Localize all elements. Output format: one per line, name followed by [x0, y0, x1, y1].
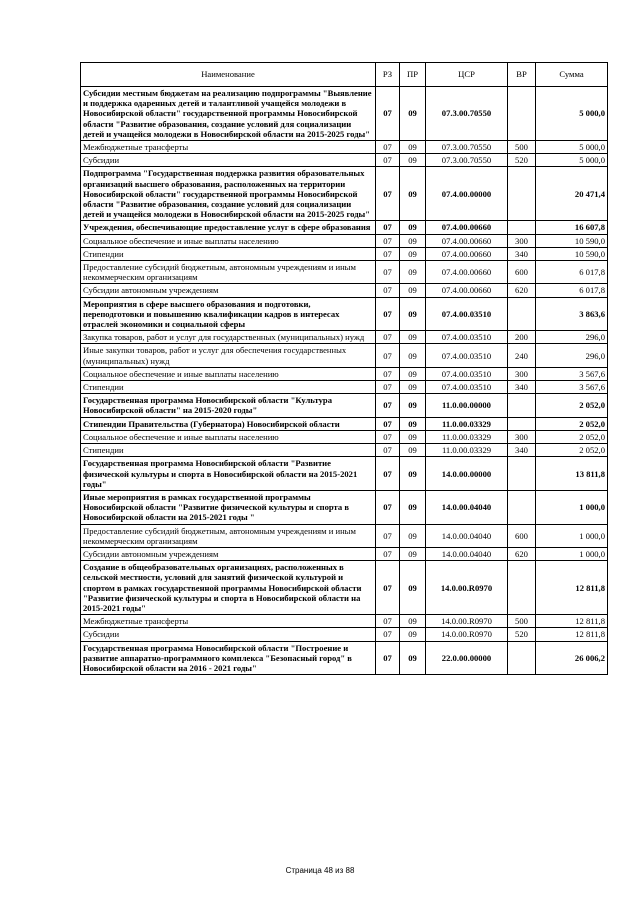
table-row: [81, 344, 608, 367]
table-body: [81, 87, 608, 675]
cell-sum: 296,0: [536, 331, 608, 344]
cell-sum: 6 017,8: [536, 261, 608, 284]
table-row: [81, 381, 608, 394]
table-row: [81, 87, 608, 141]
table-row: [81, 430, 608, 443]
cell-name: Межбюджетные трансферты: [81, 615, 376, 628]
cell-sum: 2 052,0: [536, 417, 608, 430]
cell-pr: 09: [400, 457, 426, 491]
cell-rz: 07: [376, 417, 400, 430]
cell-csr: 14.0.00.04040: [426, 547, 508, 560]
cell-name: Иные закупки товаров, работ и услуг для обеспечения государственных (муниципальных) нужд: [81, 344, 376, 367]
cell-rz: 07: [376, 490, 400, 524]
cell-rz: 07: [376, 344, 400, 367]
table-row: [81, 524, 608, 547]
cell-sum: 12 811,8: [536, 615, 608, 628]
cell-vr: 600: [508, 524, 536, 547]
cell-rz: 07: [376, 628, 400, 641]
cell-pr: 09: [400, 234, 426, 247]
table-row: [81, 367, 608, 380]
cell-pr: 09: [400, 641, 426, 675]
cell-rz: 07: [376, 524, 400, 547]
table-row: [81, 167, 608, 221]
cell-vr: [508, 417, 536, 430]
cell-csr: 14.0.00.00000: [426, 457, 508, 491]
cell-csr: 07.4.00.00660: [426, 247, 508, 260]
header-pr: ПР: [400, 63, 426, 87]
cell-vr: [508, 167, 536, 221]
cell-vr: 340: [508, 444, 536, 457]
cell-name: Предоставление субсидий бюджетным, автономным учреждениям и иным некоммерческим организациям: [81, 261, 376, 284]
table-row: [81, 547, 608, 560]
cell-sum: 10 590,0: [536, 234, 608, 247]
table-row: [81, 457, 608, 491]
cell-vr: 500: [508, 141, 536, 154]
header-rz: РЗ: [376, 63, 400, 87]
cell-rz: 07: [376, 261, 400, 284]
cell-csr: 07.3.00.70550: [426, 141, 508, 154]
table-row: [81, 615, 608, 628]
table-row: [81, 490, 608, 524]
cell-name: Субсидии: [81, 628, 376, 641]
table-row: [81, 641, 608, 675]
cell-name: Субсидии местным бюджетам на реализацию подпрограммы "Выявление и поддержка одаренных детей и талантливой учащейся молодежи в Новосибирской области" государственной программы Новосибирской области "Развитие образования, создание условий для социализации детей и учащейся молодежи в Новосибирской области на 2015-2025 годы": [81, 87, 376, 141]
cell-rz: 07: [376, 444, 400, 457]
cell-sum: 1 000,0: [536, 490, 608, 524]
cell-csr: 14.0.00.R0970: [426, 615, 508, 628]
cell-rz: 07: [376, 394, 400, 417]
cell-name: Государственная программа Новосибирской области "Культура Новосибирской области" на 2015-2020 годы": [81, 394, 376, 417]
cell-rz: 07: [376, 641, 400, 675]
cell-vr: 520: [508, 628, 536, 641]
cell-pr: 09: [400, 344, 426, 367]
cell-pr: 09: [400, 167, 426, 221]
cell-name: Субсидии: [81, 154, 376, 167]
cell-name: Социальное обеспечение и иные выплаты населению: [81, 367, 376, 380]
cell-rz: 07: [376, 221, 400, 234]
cell-name: Иные мероприятия в рамках государственной программы Новосибирской области "Развитие физической культуры и спорта в Новосибирской области на 2015-2021 годы ": [81, 490, 376, 524]
table-row: [81, 234, 608, 247]
cell-vr: [508, 297, 536, 331]
cell-vr: [508, 221, 536, 234]
cell-rz: 07: [376, 457, 400, 491]
cell-pr: 09: [400, 615, 426, 628]
cell-csr: 07.4.00.00660: [426, 261, 508, 284]
cell-name: Государственная программа Новосибирской области "Развитие физической культуры и спорта в Новосибирской области на 2015-2021 годы": [81, 457, 376, 491]
cell-csr: 11.0.00.03329: [426, 444, 508, 457]
cell-pr: 09: [400, 628, 426, 641]
cell-sum: 12 811,8: [536, 628, 608, 641]
cell-vr: 620: [508, 284, 536, 297]
table-row: [81, 154, 608, 167]
header-name: Наименование: [81, 63, 376, 87]
table-row: [81, 284, 608, 297]
cell-csr: 07.4.00.00660: [426, 234, 508, 247]
cell-name: Субсидии автономным учреждениям: [81, 284, 376, 297]
table-header-row: [81, 63, 608, 87]
cell-sum: 13 811,8: [536, 457, 608, 491]
page-number: Страница 48 из 88: [285, 866, 355, 875]
cell-pr: 09: [400, 547, 426, 560]
cell-name: Стипендии: [81, 381, 376, 394]
cell-csr: 07.4.00.03510: [426, 367, 508, 380]
cell-rz: 07: [376, 547, 400, 560]
cell-csr: 14.0.00.04040: [426, 490, 508, 524]
table-row: [81, 331, 608, 344]
cell-sum: 3 567,6: [536, 367, 608, 380]
cell-csr: 14.0.00.R0970: [426, 628, 508, 641]
cell-pr: 09: [400, 247, 426, 260]
cell-pr: 09: [400, 417, 426, 430]
table-row: [81, 444, 608, 457]
cell-pr: 09: [400, 154, 426, 167]
cell-vr: 500: [508, 615, 536, 628]
cell-name: Стипендии: [81, 247, 376, 260]
cell-sum: 296,0: [536, 344, 608, 367]
cell-rz: 07: [376, 367, 400, 380]
cell-csr: 07.4.00.03510: [426, 344, 508, 367]
cell-vr: [508, 490, 536, 524]
cell-sum: 2 052,0: [536, 430, 608, 443]
cell-sum: 5 000,0: [536, 141, 608, 154]
cell-sum: 1 000,0: [536, 524, 608, 547]
cell-vr: [508, 394, 536, 417]
cell-csr: 07.4.00.00660: [426, 221, 508, 234]
cell-vr: 340: [508, 381, 536, 394]
cell-pr: 09: [400, 297, 426, 331]
cell-sum: 1 000,0: [536, 547, 608, 560]
cell-rz: 07: [376, 234, 400, 247]
cell-vr: 300: [508, 367, 536, 380]
cell-sum: 3 863,6: [536, 297, 608, 331]
cell-rz: 07: [376, 284, 400, 297]
cell-sum: 2 052,0: [536, 394, 608, 417]
cell-rz: 07: [376, 247, 400, 260]
cell-csr: 07.4.00.03510: [426, 297, 508, 331]
table-row: [81, 221, 608, 234]
cell-rz: 07: [376, 154, 400, 167]
cell-sum: 20 471,4: [536, 167, 608, 221]
cell-rz: 07: [376, 87, 400, 141]
cell-pr: 09: [400, 561, 426, 615]
cell-vr: 240: [508, 344, 536, 367]
budget-table: [80, 62, 608, 675]
cell-sum: 16 607,8: [536, 221, 608, 234]
cell-csr: 11.0.00.00000: [426, 394, 508, 417]
cell-csr: 11.0.00.03329: [426, 417, 508, 430]
cell-vr: 620: [508, 547, 536, 560]
cell-sum: 10 590,0: [536, 247, 608, 260]
cell-csr: 14.0.00.R0970: [426, 561, 508, 615]
cell-sum: 5 000,0: [536, 87, 608, 141]
cell-csr: 07.4.00.00000: [426, 167, 508, 221]
cell-pr: 09: [400, 381, 426, 394]
cell-vr: 300: [508, 430, 536, 443]
table-row: [81, 394, 608, 417]
cell-pr: 09: [400, 284, 426, 297]
cell-pr: 09: [400, 331, 426, 344]
cell-vr: [508, 457, 536, 491]
cell-pr: 09: [400, 430, 426, 443]
cell-csr: 14.0.00.04040: [426, 524, 508, 547]
cell-pr: 09: [400, 87, 426, 141]
cell-vr: 600: [508, 261, 536, 284]
cell-rz: 07: [376, 561, 400, 615]
header-vr: ВР: [508, 63, 536, 87]
header-sum: Сумма: [536, 63, 608, 87]
cell-csr: 07.4.00.00660: [426, 284, 508, 297]
cell-name: Субсидии автономным учреждениям: [81, 547, 376, 560]
table-row: [81, 628, 608, 641]
cell-pr: 09: [400, 367, 426, 380]
cell-rz: 07: [376, 430, 400, 443]
cell-rz: 07: [376, 615, 400, 628]
cell-sum: 26 006,2: [536, 641, 608, 675]
cell-rz: 07: [376, 167, 400, 221]
table-row: [81, 297, 608, 331]
cell-vr: [508, 87, 536, 141]
cell-name: Мероприятия в сфере высшего образования и подготовки, переподготовки и повышению квалификации кадров в интересах отраслей экономики и социальной сферы: [81, 297, 376, 331]
cell-csr: 07.4.00.03510: [426, 381, 508, 394]
cell-pr: 09: [400, 524, 426, 547]
cell-rz: 07: [376, 381, 400, 394]
cell-csr: 22.0.00.00000: [426, 641, 508, 675]
cell-vr: 300: [508, 234, 536, 247]
cell-name: Социальное обеспечение и иные выплаты населению: [81, 234, 376, 247]
cell-csr: 07.3.00.70550: [426, 87, 508, 141]
cell-sum: 3 567,6: [536, 381, 608, 394]
table-row: [81, 141, 608, 154]
cell-name: Стипендии Правительства (Губернатора) Новосибирской области: [81, 417, 376, 430]
cell-pr: 09: [400, 444, 426, 457]
cell-name: Государственная программа Новосибирской области "Построение и развитие аппаратно-программного комплекса "Безопасный город" в Новосибирской области на 2016 - 2021 годы": [81, 641, 376, 675]
cell-sum: 6 017,8: [536, 284, 608, 297]
cell-vr: [508, 641, 536, 675]
cell-name: Предоставление субсидий бюджетным, автономным учреждениям и иным некоммерческим организациям: [81, 524, 376, 547]
cell-sum: 2 052,0: [536, 444, 608, 457]
table-row: [81, 417, 608, 430]
cell-pr: 09: [400, 490, 426, 524]
cell-name: Межбюджетные трансферты: [81, 141, 376, 154]
cell-pr: 09: [400, 141, 426, 154]
cell-vr: [508, 561, 536, 615]
cell-name: Стипендии: [81, 444, 376, 457]
cell-pr: 09: [400, 394, 426, 417]
cell-rz: 07: [376, 141, 400, 154]
cell-rz: 07: [376, 331, 400, 344]
cell-sum: 12 811,8: [536, 561, 608, 615]
cell-name: Социальное обеспечение и иные выплаты населению: [81, 430, 376, 443]
cell-sum: 5 000,0: [536, 154, 608, 167]
cell-name: Подпрограмма "Государственная поддержка развития образовательных организаций высшего образования, расположенных на территории Новосибирской области" государственной программы Новосибирской области "Развитие образования, создание условий для социализации детей и учащейся молодежи в Новосибирской области на 2015-2025 годы": [81, 167, 376, 221]
cell-csr: 11.0.00.03329: [426, 430, 508, 443]
document-page: [80, 62, 607, 675]
cell-vr: 520: [508, 154, 536, 167]
header-csr: ЦСР: [426, 63, 508, 87]
table-row: [81, 247, 608, 260]
cell-pr: 09: [400, 261, 426, 284]
cell-vr: 340: [508, 247, 536, 260]
cell-name: Закупка товаров, работ и услуг для государственных (муниципальных) нужд: [81, 331, 376, 344]
cell-name: Учреждения, обеспечивающие предоставление услуг в сфере образования: [81, 221, 376, 234]
cell-vr: 200: [508, 331, 536, 344]
cell-name: Создание в общеобразовательных организациях, расположенных в сельской местности, условий для занятий физической культурой и спортом в рамках государственной программы Новосибирской области "Развитие физической культуры и спорта в Новосибирской области на 2015-2021 годы": [81, 561, 376, 615]
cell-pr: 09: [400, 221, 426, 234]
cell-rz: 07: [376, 297, 400, 331]
cell-csr: 07.4.00.03510: [426, 331, 508, 344]
table-row: [81, 561, 608, 615]
cell-csr: 07.3.00.70550: [426, 154, 508, 167]
table-row: [81, 261, 608, 284]
